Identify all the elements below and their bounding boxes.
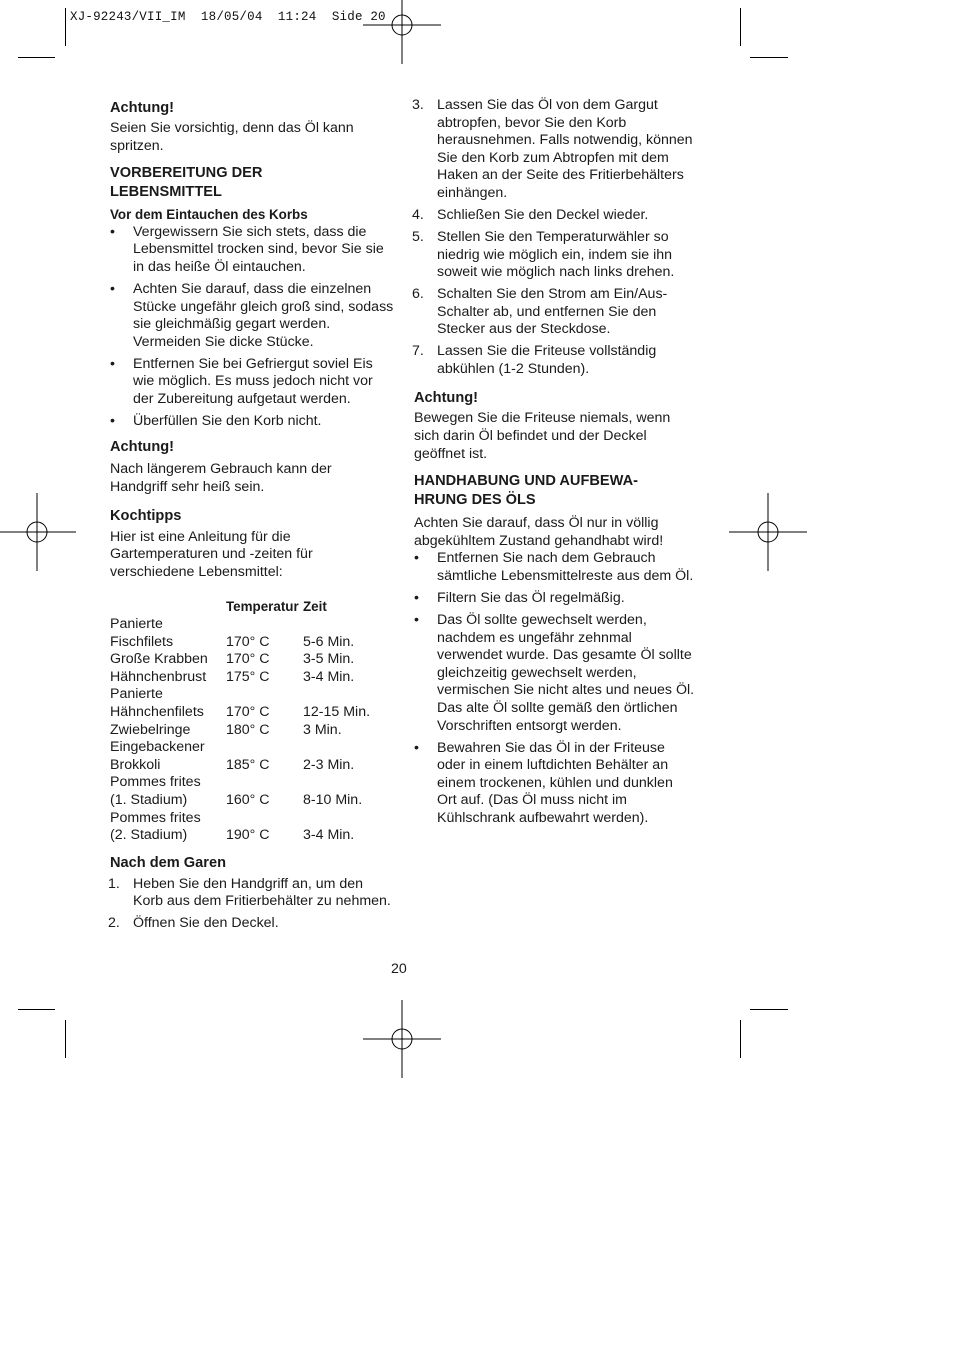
step-number: 6. xyxy=(412,286,424,303)
bullet-icon: • xyxy=(110,355,115,372)
table-cell: 12-15 Min. xyxy=(303,704,371,721)
list-item: 5. Stellen Sie den Temperaturwähler so niedrig wie möglich ein, indem sie ihn soweit wie möglich nach links drehen. xyxy=(412,228,675,281)
oil-intro: Achten Sie darauf, dass Öl nur in völlig abgekühltem Zustand gehandhabt wird! xyxy=(414,515,664,549)
table-body xyxy=(110,616,393,845)
table-cell: Hähnchenbrust xyxy=(110,668,207,685)
crop-mark xyxy=(740,8,741,46)
list-item: 7. Lassen Sie die Friteuse vollständig abkühlen (1-2 Stunden). xyxy=(412,343,657,377)
list-item: 3. Lassen Sie das Öl von dem Gargut abtropfen, bevor Sie den Korb herausnehmen. Falls notwendig, können Sie den Korb zum Abtropfen mit dem Haken an der Seite des Fritierbehälters einhängen. xyxy=(412,97,693,201)
table-cell: 160° C xyxy=(226,791,270,808)
list-item: • Vergewissern Sie sich stets, dass die Lebensmittel trocken sind, bevor Sie sie in das heiße Öl eintauchen. xyxy=(110,223,384,275)
bullet-icon: • xyxy=(110,280,115,297)
table-cell xyxy=(226,616,303,634)
table-cell: Fischfilets xyxy=(110,633,174,650)
table-cell: 2-3 Min. xyxy=(303,756,355,773)
bullet-icon: • xyxy=(414,739,419,756)
prep-bullet-list xyxy=(110,224,395,431)
crop-mark xyxy=(65,8,66,46)
table-cell: 5-6 Min. xyxy=(303,633,355,650)
table-row xyxy=(110,739,393,757)
step-number: 3. xyxy=(412,97,424,113)
table-header: Temperatur xyxy=(226,599,299,615)
registration-mark-left xyxy=(0,493,76,571)
table-cell: Pommes frites xyxy=(110,774,201,791)
warning-title: Achtung! xyxy=(110,100,175,116)
warning-text: Nach längerem Gebrauch kann der Handgriff sehr heiß sein. xyxy=(110,461,332,496)
warning-title: Achtung! xyxy=(110,439,175,456)
tips-intro: Hier ist eine Anleitung für die Gartemperaturen und -zeiten für verschiedene Lebensmittel: xyxy=(110,528,313,580)
bullet-icon: • xyxy=(414,590,419,607)
oil-handling-section xyxy=(414,472,696,827)
list-item: • Das Öl sollte gewechselt werden, nachdem es ungefähr zehnmal verwendet wurde. Das gesamte Öl sollte gleichzeitig gewechselt werden, vermischen Sie nicht altes und neues Öl. Das alte Öl sollte gemäß den örtlichen Vorschriften entsorgt werden. xyxy=(414,612,695,734)
list-item: • Überfüllen Sie den Korb nicht. xyxy=(110,412,322,429)
list-item: • Bewahren Sie das Öl in der Friteuse oder in einem luftdichten Behälter an einem trockenen, kühlen und dunklen Ort auf. (Das Öl muss nicht im Kühlschrank aufbewahrt werden). xyxy=(414,739,673,826)
section-heading: Nach dem Garen xyxy=(110,854,226,871)
left-column xyxy=(110,96,395,937)
page-number: 20 xyxy=(391,961,407,977)
table-cell: Panierte xyxy=(110,686,163,703)
table-cell: Panierte xyxy=(110,616,163,633)
table-cell: 170° C xyxy=(226,704,270,721)
steps-list xyxy=(110,876,395,933)
step-number: 2. xyxy=(108,915,120,932)
after-cooking-section xyxy=(110,854,395,933)
crop-mark xyxy=(750,57,788,58)
table-cell: Brokkoli xyxy=(110,756,161,773)
table-cell: 3-4 Min. xyxy=(303,827,355,844)
step-number: 7. xyxy=(412,343,424,360)
table-cell xyxy=(226,739,303,757)
table-cell xyxy=(303,616,393,634)
table-cell: 3 Min. xyxy=(303,721,342,738)
table-cell xyxy=(303,810,393,828)
section-heading: VORBEREITUNG DER LEBENSMITTEL xyxy=(110,165,263,201)
table-cell: Hähnchenfilets xyxy=(110,704,204,721)
table-header-row xyxy=(110,598,393,616)
table-row xyxy=(110,686,393,704)
crop-mark xyxy=(18,57,55,58)
warning-block xyxy=(414,389,696,463)
print-slug: XJ-92243/VII_IM 18/05/04 11:24 Side 20 xyxy=(70,10,386,24)
table-cell: 3-5 Min. xyxy=(303,651,355,668)
table-cell: Eingebackener xyxy=(110,739,205,756)
table-cell xyxy=(226,774,303,792)
table-cell: Pommes frites xyxy=(110,809,201,826)
table-cell xyxy=(226,810,303,828)
cooking-tips-section xyxy=(110,507,395,845)
table-row xyxy=(110,722,393,740)
table-cell: 185° C xyxy=(226,756,270,773)
table-header xyxy=(110,598,226,616)
table-cell xyxy=(303,774,393,792)
subheading: Vor dem Eintauchen des Korbs xyxy=(110,207,308,223)
warning-block xyxy=(110,438,395,496)
table-cell: Große Krabben xyxy=(110,651,208,668)
warning-block xyxy=(110,99,395,155)
table-cell: 8-10 Min. xyxy=(303,791,363,808)
bullet-icon: • xyxy=(110,223,115,240)
section-heading: HANDHABUNG UND AUFBEWA- HRUNG DES ÖLS xyxy=(414,473,639,509)
table-cell: (1. Stadium) xyxy=(110,791,188,808)
table-cell: 170° C xyxy=(226,633,270,650)
list-item: • Achten Sie darauf, dass die einzelnen Stücke ungefähr gleich groß sind, sodass sie gleichmäßig gegart werden. Vermeiden Sie dicke Stücke. xyxy=(110,280,394,350)
table-row xyxy=(110,634,393,652)
list-item: 6. Schalten Sie den Strom am Ein/Aus-Schalter ab, und entfernen Sie den Stecker aus der Steckdose. xyxy=(412,286,668,338)
step-number: 4. xyxy=(412,206,424,223)
warning-title: Achtung! xyxy=(414,390,479,407)
table-header: Zeit xyxy=(303,599,327,615)
table-row xyxy=(110,669,393,687)
table-cell: 170° C xyxy=(226,651,270,668)
registration-mark-bottom xyxy=(363,1000,441,1078)
table-row xyxy=(110,704,393,722)
table-row xyxy=(110,792,393,810)
right-column xyxy=(414,96,696,832)
step-number: 1. xyxy=(108,875,120,892)
table-cell: (2. Stadium) xyxy=(110,827,188,844)
list-item: 4. Schließen Sie den Deckel wieder. xyxy=(412,206,649,223)
registration-mark-right xyxy=(729,493,807,571)
crop-mark xyxy=(65,1020,66,1058)
table-cell xyxy=(303,686,393,704)
table-cell: 180° C xyxy=(226,721,270,738)
table-row xyxy=(110,616,393,634)
registration-mark-top xyxy=(363,0,441,64)
list-item: 2. Öffnen Sie den Deckel. xyxy=(108,915,279,932)
bullet-icon: • xyxy=(414,550,419,567)
table-cell xyxy=(303,739,393,757)
table-row xyxy=(110,827,393,845)
prep-section xyxy=(110,164,395,430)
table-cell xyxy=(226,686,303,704)
list-item: 1. Heben Sie den Handgriff an, um den Korb aus dem Fritierbehälter zu nehmen. xyxy=(108,875,391,910)
crop-mark xyxy=(18,1009,55,1010)
list-item: • Entfernen Sie bei Gefriergut soviel Eis wie möglich. Es muss jedoch nicht vor der Zubereitung aufgetaut werden. xyxy=(110,355,373,407)
warning-text: Seien Sie vorsichtig, denn das Öl kann spritzen. xyxy=(110,120,354,154)
table-cell: 175° C xyxy=(226,668,270,685)
step-number: 5. xyxy=(412,228,424,245)
crop-mark xyxy=(740,1020,741,1058)
cooking-table xyxy=(110,598,393,844)
bullet-icon: • xyxy=(414,612,419,628)
table-row xyxy=(110,651,393,669)
crop-mark xyxy=(750,1009,788,1010)
table-cell: 3-4 Min. xyxy=(303,668,355,685)
table-cell: Zwiebelringe xyxy=(110,721,191,738)
steps-list xyxy=(414,97,696,378)
table-row xyxy=(110,774,393,792)
warning-text: Bewegen Sie die Friteuse niemals, wenn sich darin Öl befindet und der Deckel geöffnet ist. xyxy=(414,410,671,462)
bullet-icon: • xyxy=(110,412,115,429)
list-item: • Filtern Sie das Öl regelmäßig. xyxy=(414,590,625,607)
list-item: • Entfernen Sie nach dem Gebrauch sämtliche Lebensmittelreste aus dem Öl. xyxy=(414,550,694,585)
table-row xyxy=(110,810,393,828)
section-heading: Kochtipps xyxy=(110,507,182,524)
table-row xyxy=(110,757,393,775)
table-cell: 190° C xyxy=(226,827,270,844)
oil-bullet-list xyxy=(414,550,696,827)
